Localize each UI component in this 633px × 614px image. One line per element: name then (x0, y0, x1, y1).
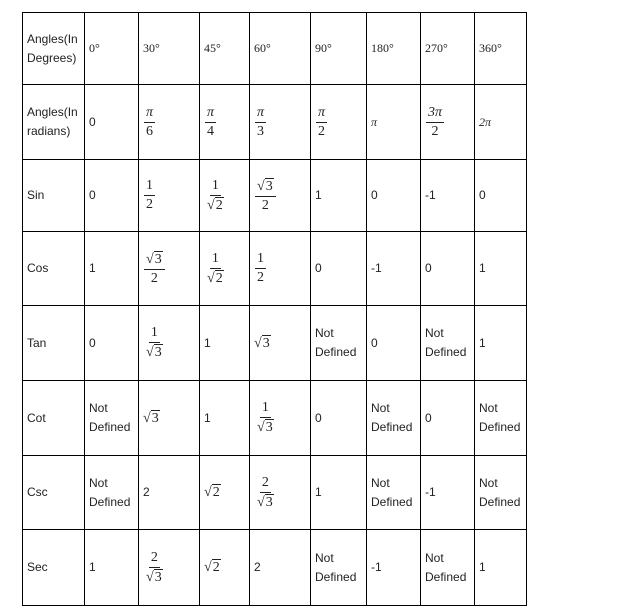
table-cell: 1 (311, 456, 367, 530)
table-cell: 0 (367, 306, 421, 381)
table-cell: Not Defined (367, 456, 421, 530)
table-cell: Not Defined (367, 381, 421, 456)
table-cell (367, 85, 421, 160)
row-label: Cos (23, 232, 85, 306)
trig-values-table (22, 12, 527, 606)
table-cell: 60° (250, 13, 311, 85)
radical-sign: √ (254, 335, 262, 351)
numerator-value: 3π (428, 104, 443, 120)
radical-sign: √ (204, 560, 212, 575)
denominator (255, 493, 276, 511)
sqrt-value (204, 485, 221, 500)
table-cell (250, 232, 311, 306)
row-label: Sin (23, 160, 85, 232)
table-cell: Not Defined (85, 456, 139, 530)
fraction (144, 325, 165, 361)
radical-sign: √ (143, 410, 151, 426)
numerator-value (146, 252, 163, 267)
table-cell (200, 85, 250, 160)
table-cell: 0 (85, 160, 139, 232)
table-row (23, 13, 527, 85)
table-cell: 45° (200, 13, 250, 85)
numerator-value: 1 (211, 250, 219, 266)
denominator-value (257, 495, 274, 510)
numerator-value: π (257, 104, 265, 120)
table-row (23, 381, 527, 456)
numerator-value (257, 179, 274, 194)
table-cell (250, 381, 311, 456)
denominator-value: 2 (146, 197, 153, 212)
fraction (255, 105, 266, 140)
radical-sign: √ (146, 569, 154, 585)
numerator (144, 251, 165, 270)
numerator (260, 475, 271, 493)
table-row (23, 306, 527, 381)
numerator-value: π (146, 104, 154, 120)
radicand: 2 (215, 197, 223, 213)
row-label: Cot (23, 381, 85, 456)
row-label: Angles(In Degrees) (23, 13, 85, 85)
denominator-value: 3 (257, 123, 264, 139)
row-label: Tan (23, 306, 85, 381)
table-cell: 1 (200, 381, 250, 456)
table-cell: 0 (367, 160, 421, 232)
fraction (205, 178, 226, 214)
denominator (255, 123, 266, 140)
radicand: 3 (154, 345, 162, 360)
table-cell: 0 (311, 232, 367, 306)
radical-sign: √ (207, 270, 215, 286)
table-cell: 180° (367, 13, 421, 85)
numerator (149, 325, 160, 343)
denominator (205, 123, 216, 140)
table-cell: Not Defined (475, 381, 527, 456)
table-cell (139, 530, 200, 606)
denominator-value: 2 (150, 270, 158, 286)
numerator-value: 1 (257, 251, 264, 266)
sqrt-value (143, 411, 160, 426)
denominator (144, 343, 165, 361)
table-cell: -1 (367, 232, 421, 306)
denominator-value: 2 (431, 123, 439, 139)
table-cell: 0 (85, 85, 139, 160)
radical-sign: √ (204, 485, 212, 500)
radicand: 2 (215, 270, 223, 286)
fraction (255, 400, 276, 436)
table-cell: 270° (421, 13, 475, 85)
radicand: 2 (212, 560, 220, 575)
radicand: 3 (151, 410, 159, 426)
table-cell: 1 (475, 530, 527, 606)
row-label: Csc (23, 456, 85, 530)
fraction (144, 251, 165, 287)
radical-sign: √ (257, 178, 265, 194)
table-cell (200, 232, 250, 306)
table-cell (311, 85, 367, 160)
fraction (255, 178, 276, 214)
radical-sign: √ (257, 494, 265, 510)
radicand: 2 (212, 485, 220, 500)
table-cell: 1 (85, 530, 139, 606)
denominator-value: 4 (207, 123, 214, 139)
table-row (23, 85, 527, 160)
numerator-value: 2 (150, 549, 158, 565)
table-cell: 1 (311, 160, 367, 232)
numerator (255, 178, 276, 197)
numerator (144, 178, 155, 196)
sqrt-value (254, 336, 271, 351)
denominator-value (257, 420, 274, 435)
table-cell: -1 (421, 160, 475, 232)
table-row (23, 232, 527, 306)
table-cell: 1 (475, 306, 527, 381)
table-cell (139, 85, 200, 160)
table-cell: 0 (85, 306, 139, 381)
table-cell: 1 (85, 232, 139, 306)
table-cell: 90° (311, 13, 367, 85)
numerator (149, 550, 160, 568)
table-row (23, 160, 527, 232)
denominator (255, 269, 266, 286)
numerator-value: 1 (211, 177, 219, 193)
numerator-value: π (318, 104, 326, 120)
numerator (210, 251, 221, 269)
table-cell: -1 (367, 530, 421, 606)
row-label: Angles(In radians) (23, 85, 85, 160)
fraction (144, 105, 155, 140)
denominator (205, 196, 226, 214)
table-cell: 0° (85, 13, 139, 85)
denominator-value: 2 (257, 270, 264, 285)
denominator (316, 123, 327, 140)
radical-sign: √ (207, 197, 215, 213)
table-cell: Not Defined (475, 456, 527, 530)
table-cell (200, 160, 250, 232)
fraction (255, 251, 266, 286)
radical-sign: √ (146, 345, 154, 360)
denominator-value: 2 (318, 123, 325, 139)
denominator-value (146, 570, 163, 585)
table-cell: 30° (139, 13, 200, 85)
numerator (255, 105, 266, 123)
numerator-value: 1 (146, 178, 153, 193)
numerator (205, 105, 216, 123)
table-body (23, 13, 527, 606)
fraction (144, 550, 165, 586)
table-cell (475, 85, 527, 160)
radical-sign: √ (146, 251, 154, 267)
numerator-value: 1 (150, 325, 158, 340)
sqrt-value (204, 560, 221, 575)
table-cell: 360° (475, 13, 527, 85)
numerator-value: 1 (261, 400, 269, 415)
numerator (144, 105, 155, 123)
denominator (144, 123, 155, 140)
pi-value: π (371, 114, 378, 129)
fraction (144, 178, 155, 213)
table-cell (200, 456, 250, 530)
table-row (23, 530, 527, 606)
table-cell: 0 (311, 381, 367, 456)
pi-value: 2π (479, 114, 492, 129)
row-label: Sec (23, 530, 85, 606)
table-cell: 1 (200, 306, 250, 381)
table-cell (139, 160, 200, 232)
table-cell: 0 (421, 381, 475, 456)
table-cell: 2 (250, 530, 311, 606)
table-cell: Not Defined (421, 530, 475, 606)
table-cell: Not Defined (85, 381, 139, 456)
table-cell (139, 381, 200, 456)
numerator (255, 251, 266, 269)
fraction (205, 251, 226, 287)
denominator (430, 123, 441, 140)
table-cell: Not Defined (311, 306, 367, 381)
radical-sign: √ (257, 420, 265, 435)
numerator (210, 178, 221, 196)
table-cell (139, 306, 200, 381)
fraction (205, 105, 216, 140)
denominator (205, 269, 226, 287)
table-cell (250, 85, 311, 160)
table-cell (250, 160, 311, 232)
table-cell (250, 306, 311, 381)
radicand: 3 (265, 178, 273, 194)
numerator (426, 105, 444, 123)
fraction (316, 105, 327, 140)
denominator (144, 568, 165, 586)
denominator-value (207, 198, 224, 213)
fraction (426, 105, 444, 140)
table-cell: Not Defined (311, 530, 367, 606)
table-cell: 0 (421, 232, 475, 306)
table-cell: -1 (421, 456, 475, 530)
radicand: 3 (265, 420, 273, 435)
table-cell: 2 (139, 456, 200, 530)
table-cell: Not Defined (421, 306, 475, 381)
denominator (144, 196, 155, 213)
numerator-value: π (207, 104, 215, 120)
denominator (260, 197, 271, 214)
table-cell (200, 530, 250, 606)
denominator-value: 2 (261, 197, 269, 213)
table-cell: 0 (475, 160, 527, 232)
table-cell (421, 85, 475, 160)
numerator-value: 2 (261, 474, 269, 490)
fraction (255, 475, 276, 511)
denominator (255, 418, 276, 436)
denominator-value (146, 345, 163, 360)
table-cell (250, 456, 311, 530)
radicand: 3 (262, 335, 270, 351)
table-cell: 1 (475, 232, 527, 306)
numerator (260, 400, 271, 418)
radicand: 3 (154, 569, 162, 585)
table-row (23, 456, 527, 530)
radicand: 3 (265, 494, 273, 510)
denominator-value (207, 271, 224, 286)
numerator (316, 105, 327, 123)
radicand: 3 (154, 251, 162, 267)
denominator (149, 270, 160, 287)
denominator-value: 6 (146, 123, 153, 139)
table-cell (139, 232, 200, 306)
